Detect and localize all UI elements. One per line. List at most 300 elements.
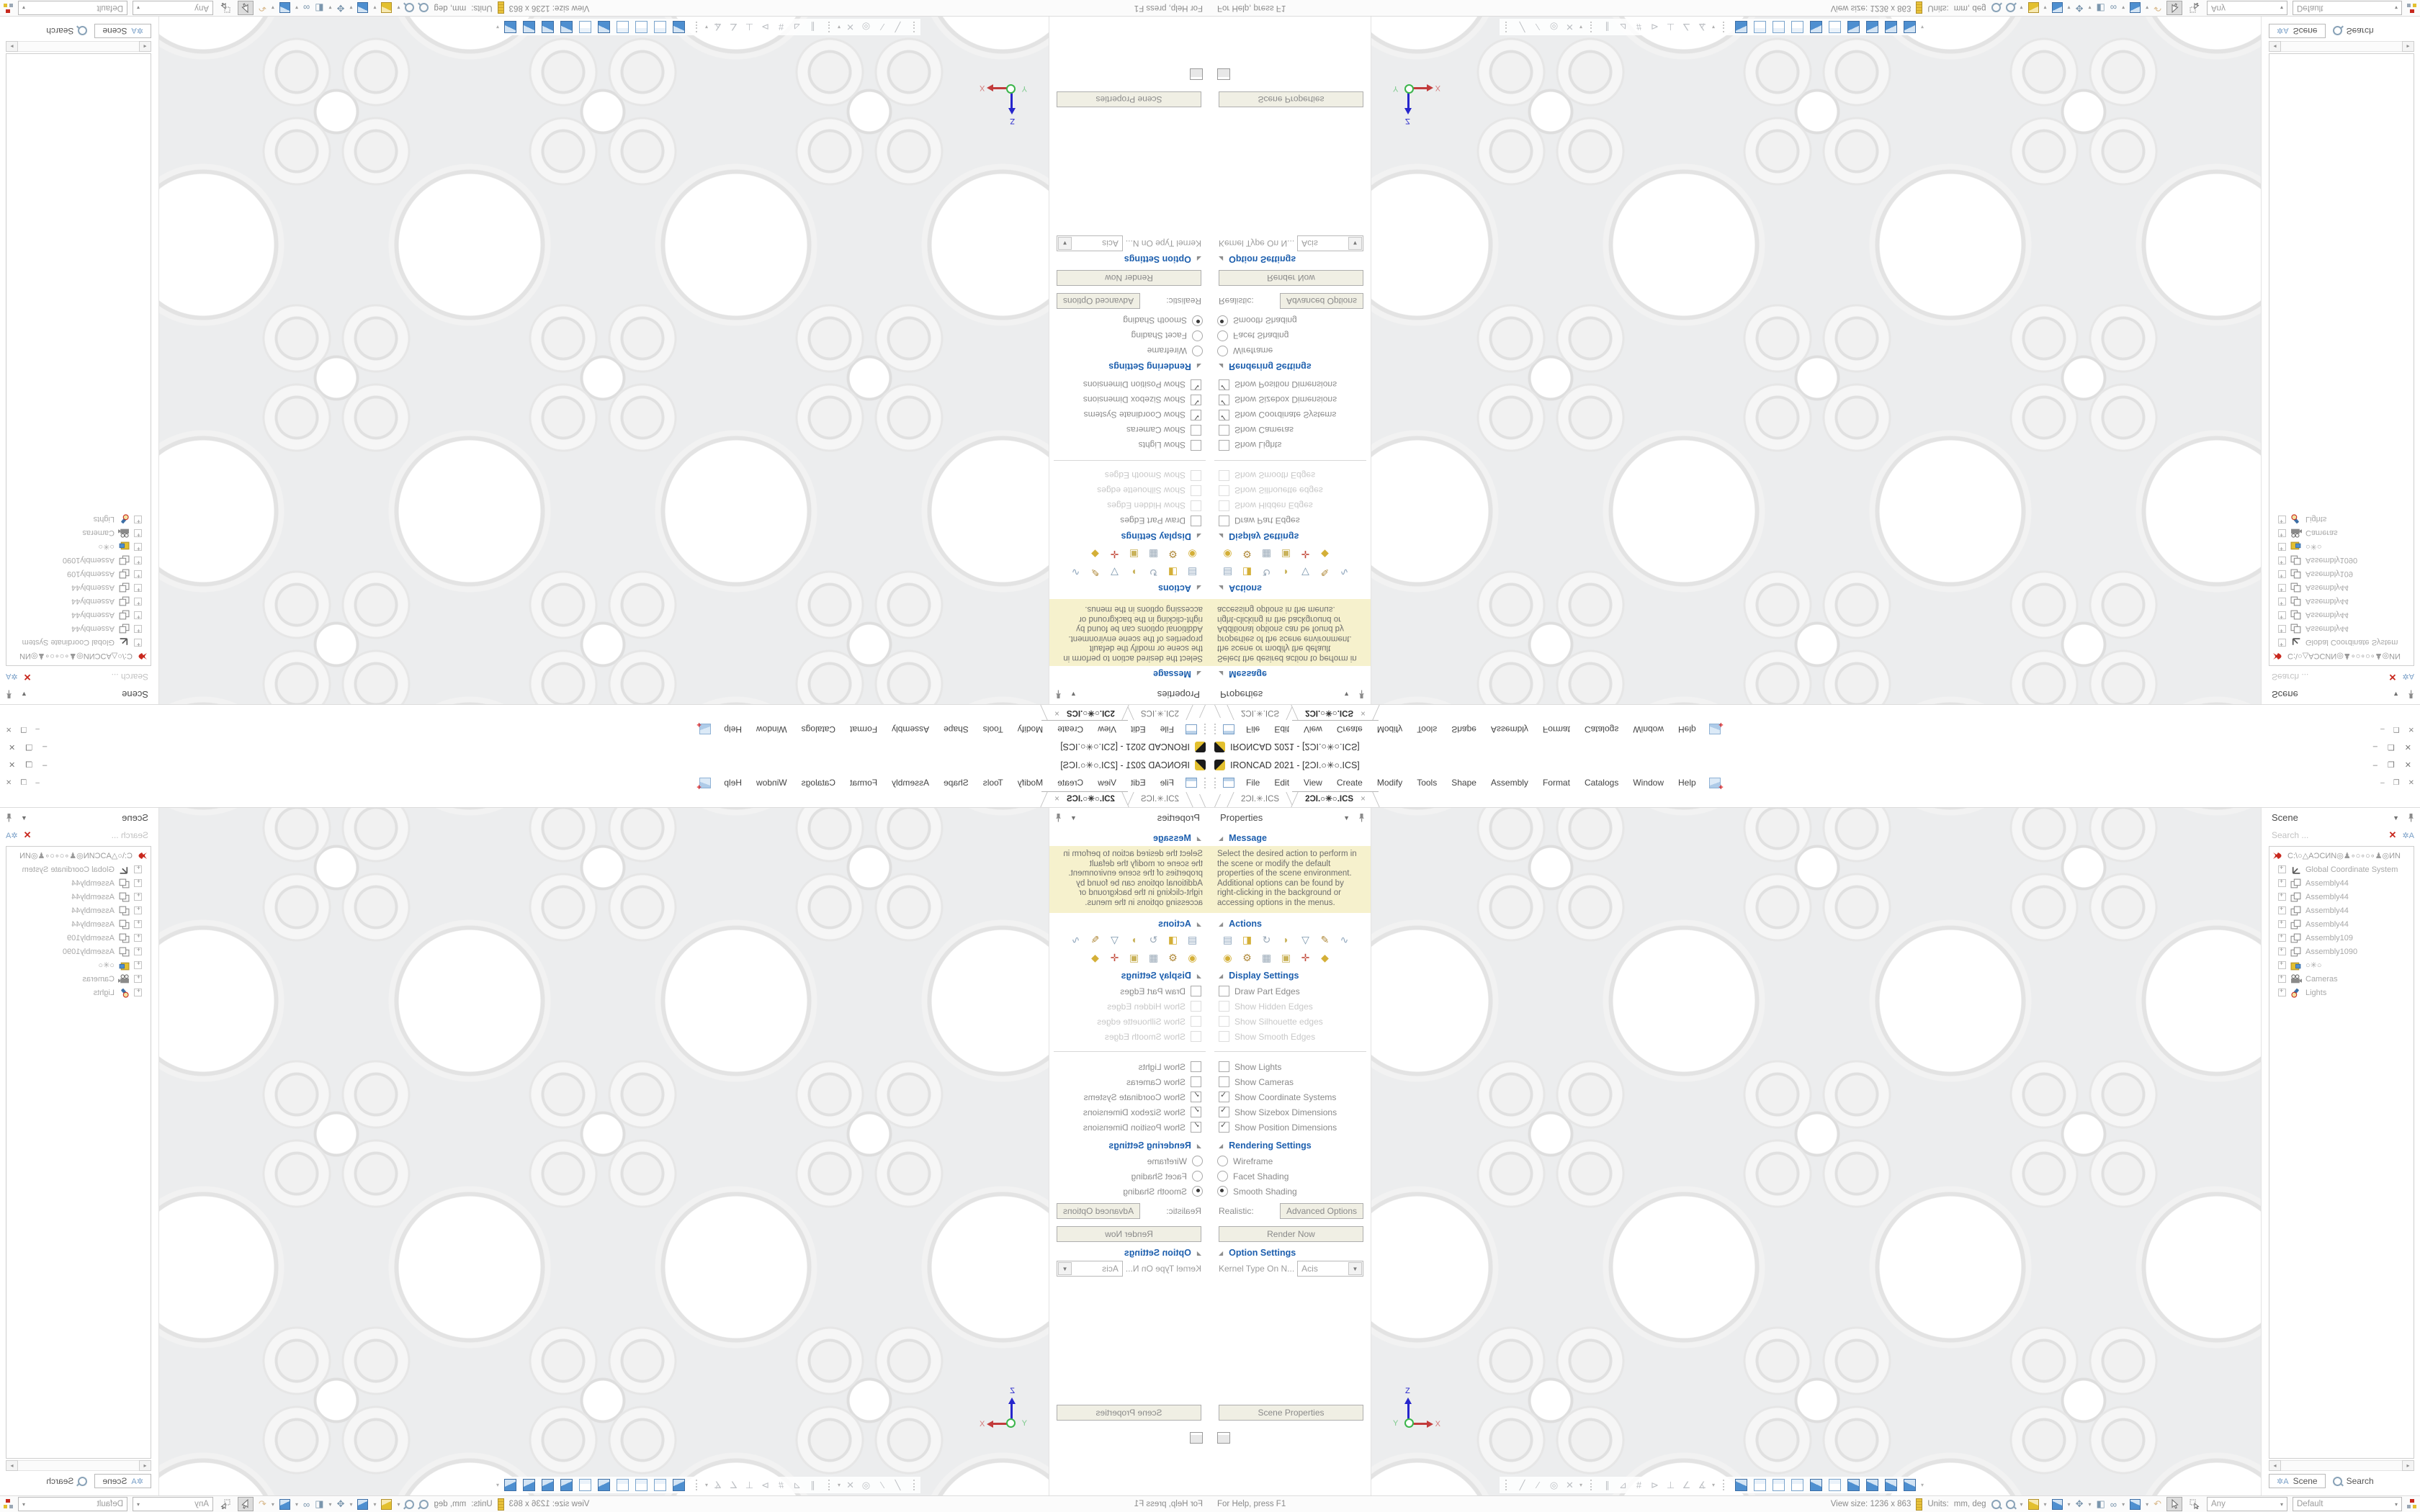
new-scene-cube-icon[interactable]: [1709, 778, 1721, 788]
combo-dropdown-icon[interactable]: ▾: [22, 1500, 26, 1508]
checkbox-show-smooth-edges[interactable]: Show Smooth Edges: [1219, 468, 1371, 483]
graph-icon[interactable]: ∿: [1071, 933, 1080, 945]
menu-file[interactable]: File: [1160, 778, 1174, 788]
menu-modify[interactable]: Modify: [1017, 724, 1044, 734]
pin-icon[interactable]: [1055, 813, 1062, 822]
expand-icon[interactable]: [2278, 570, 2286, 578]
render-now-button[interactable]: Render Now: [1219, 1226, 1363, 1242]
radio-facet-shading[interactable]: Facet Shading: [1217, 1169, 1371, 1184]
pin-icon[interactable]: [1055, 690, 1062, 699]
view-orientation-icon-2[interactable]: [1754, 1479, 1766, 1491]
shell-part-icon[interactable]: ▽: [1301, 567, 1309, 579]
menu-modify[interactable]: Modify: [1017, 778, 1044, 788]
view-orientation-icon-7[interactable]: [1847, 21, 1860, 33]
dropdown-icon[interactable]: ▾: [1712, 1482, 1716, 1488]
select-cursor-icon[interactable]: [238, 1497, 254, 1511]
tree-item-assembly109[interactable]: + Assembly109: [6, 931, 151, 945]
undo-view-icon[interactable]: ↶: [2154, 3, 2161, 14]
insert-part-icon[interactable]: ◉: [1223, 549, 1232, 561]
dimension-icon[interactable]: ⊥: [745, 1479, 754, 1490]
insert-part-icon[interactable]: ◉: [1223, 951, 1232, 963]
collapse-triangle-icon[interactable]: ◢: [1219, 920, 1224, 927]
kernel-type-combo[interactable]: Acis ▼: [1057, 235, 1123, 251]
menu-file[interactable]: File: [1246, 724, 1260, 734]
walk-camera-icon[interactable]: ✥: [2075, 3, 2084, 14]
toolbar-grip[interactable]: [693, 1480, 697, 1490]
perspective-icon[interactable]: ◧: [315, 1498, 324, 1509]
tab-scene[interactable]: ✲A Scene: [2269, 24, 2326, 38]
menu-help[interactable]: Help: [1678, 778, 1696, 788]
zoom-fit-icon[interactable]: [2006, 1500, 2015, 1509]
expand-icon[interactable]: [2278, 989, 2286, 996]
revolve-part-icon[interactable]: ↻: [1149, 933, 1158, 945]
extrude-part-icon[interactable]: ◨: [1168, 933, 1178, 945]
view-orientation-icon-10[interactable]: [504, 1479, 516, 1491]
expand-icon[interactable]: [2278, 543, 2286, 551]
line-icon[interactable]: ╱: [1519, 22, 1525, 33]
tree-item-assembly44[interactable]: + Assembly44: [6, 890, 151, 904]
tree-root-item[interactable]: [6, 849, 151, 863]
document-tab-2-active[interactable]: 2ƆI.○✳○.ICS×: [1041, 705, 1128, 721]
checkbox-show-hidden-edges[interactable]: Show Hidden Edges: [1049, 498, 1201, 513]
view-orientation-icon-10[interactable]: [1904, 21, 1916, 33]
extrude-part-icon[interactable]: ◨: [1242, 567, 1252, 579]
close-button[interactable]: ✕: [2404, 761, 2411, 770]
menu-window[interactable]: Window: [756, 778, 787, 788]
shaded-cube-icon[interactable]: [2052, 1499, 2063, 1510]
selection-filter-combo[interactable]: Any ▾: [133, 1, 213, 15]
minimize-button[interactable]: –: [2372, 760, 2378, 770]
shell-part-icon[interactable]: ▽: [1111, 567, 1119, 579]
render-style-icon[interactable]: [2028, 3, 2039, 14]
panel-menu-dropdown-icon[interactable]: ▼: [2393, 814, 2399, 822]
toolbar-grip[interactable]: [1590, 1480, 1595, 1490]
glasses-icon[interactable]: ∞: [2110, 2, 2118, 14]
view-orientation-icon-6[interactable]: [579, 21, 591, 33]
checkbox-show-lights[interactable]: Show Lights: [1049, 438, 1201, 453]
checkbox-show-silhouette-edges[interactable]: Show Silhouette edges: [1049, 483, 1201, 498]
menu-help[interactable]: Help: [1678, 724, 1696, 734]
view-orientation-icon-4[interactable]: [617, 1479, 629, 1491]
menu-catalogs[interactable]: Catalogs: [801, 724, 836, 734]
checkbox-show-cameras[interactable]: Show Cameras: [1219, 1074, 1371, 1089]
perspective-icon[interactable]: ◧: [315, 3, 324, 14]
checkbox-show-sizebox-dimensions[interactable]: ✓ Show Sizebox Dimensions: [1219, 1104, 1371, 1120]
sweep-part-icon[interactable]: ◗: [1131, 567, 1137, 578]
panel-menu-dropdown-icon[interactable]: ▼: [1343, 690, 1350, 698]
angle2-icon[interactable]: ∡: [713, 1479, 722, 1490]
select-cursor-icon[interactable]: [2166, 1, 2182, 15]
box-select-cursor-icon[interactable]: [218, 1, 233, 14]
undo-view-icon[interactable]: ↶: [259, 1498, 266, 1509]
ruler-icon[interactable]: [498, 1498, 504, 1511]
scene-search-box[interactable]: [6, 827, 148, 843]
dropdown-icon[interactable]: ▾: [2043, 4, 2047, 12]
mdi-restore-button[interactable]: ❐: [20, 725, 27, 734]
pattern-copies-icon[interactable]: ▣: [1281, 549, 1291, 561]
combo-dropdown-icon[interactable]: ▾: [2280, 1500, 2283, 1508]
restore-button[interactable]: ❐: [2387, 742, 2395, 751]
mdi-minimize-button[interactable]: –: [35, 725, 40, 734]
dropdown-icon[interactable]: ▾: [349, 1500, 353, 1508]
sweep-part-icon[interactable]: ◗: [1283, 567, 1289, 578]
dropdown-icon[interactable]: ▾: [349, 4, 353, 12]
tree-item-lights[interactable]: + Lights: [2269, 513, 2414, 526]
checkbox-draw-part-edges[interactable]: Draw Part Edges: [1049, 513, 1201, 528]
shaded-cube-icon[interactable]: [2052, 3, 2063, 14]
combo-dropdown-icon[interactable]: ▾: [2394, 1500, 2398, 1508]
polyline-icon[interactable]: ∕: [1537, 22, 1539, 32]
checkbox-show-smooth-edges[interactable]: Show Smooth Edges: [1049, 468, 1201, 483]
checkbox-show-hidden-edges[interactable]: Show Hidden Edges: [1049, 999, 1201, 1014]
toolbar-grip[interactable]: [693, 22, 697, 32]
menu-shape[interactable]: Shape: [944, 724, 969, 734]
toolbar-grip[interactable]: [1201, 778, 1206, 788]
expand-icon[interactable]: [2278, 893, 2286, 901]
collapse-triangle-icon[interactable]: ◢: [1219, 834, 1224, 842]
radio-wireframe[interactable]: Wireframe: [1049, 343, 1203, 359]
ruler-icon[interactable]: [1916, 1498, 1922, 1511]
tree-item-assembly1090[interactable]: + Assembly1090: [2269, 945, 2414, 958]
view-orientation-icon-5[interactable]: [598, 1479, 610, 1491]
radio-smooth-shading[interactable]: Smooth Shading: [1049, 1184, 1203, 1199]
edit-sketch-icon[interactable]: ✎: [1320, 567, 1330, 579]
menu-format[interactable]: Format: [850, 724, 878, 734]
scene-properties-button[interactable]: Scene Properties: [1219, 1405, 1363, 1421]
clear-search-icon[interactable]: ✕: [2388, 829, 2397, 840]
tree-item-global-coordinate-system[interactable]: + Global Coordinate System: [2269, 636, 2414, 649]
insert-part-icon[interactable]: ◉: [1188, 951, 1197, 963]
sweep-part-icon[interactable]: ◗: [1283, 934, 1289, 945]
checkbox-show-position-dimensions[interactable]: ✓ Show Position Dimensions: [1049, 1120, 1201, 1135]
toolbar-grip[interactable]: [1590, 22, 1595, 32]
tree-root-item[interactable]: [6, 649, 151, 663]
view-orientation-icon-10[interactable]: [504, 21, 516, 33]
view-cube-icon[interactable]: [279, 3, 290, 14]
search-input[interactable]: Search ...: [2272, 830, 2309, 840]
expand-icon[interactable]: [134, 948, 142, 955]
dropdown-icon[interactable]: ▾: [295, 4, 298, 12]
view-orientation-icon-9[interactable]: [523, 1479, 535, 1491]
scene-horizontal-scrollbar[interactable]: [2269, 1460, 2414, 1471]
glasses-icon[interactable]: ∞: [302, 2, 310, 14]
toolbar-grip[interactable]: [1214, 724, 1219, 735]
direction-icon[interactable]: ⊳: [761, 1479, 769, 1490]
menu-catalogs[interactable]: Catalogs: [801, 778, 836, 788]
minimized-panel-icon[interactable]: [1217, 68, 1371, 80]
checkbox-show-coordinate-systems[interactable]: ✓ Show Coordinate Systems: [1219, 408, 1371, 423]
mdi-minimize-button[interactable]: –: [35, 778, 40, 787]
minimized-panel-icon[interactable]: [1049, 68, 1203, 80]
grid-icon[interactable]: #: [1636, 22, 1642, 32]
tree-item-cameras[interactable]: + Cameras: [6, 526, 151, 540]
new-scene-cube-icon[interactable]: [699, 724, 711, 735]
dropdown-icon[interactable]: ▾: [1921, 24, 1924, 30]
radio-smooth-shading[interactable]: Smooth Shading: [1049, 313, 1203, 328]
mdi-minimize-button[interactable]: –: [2380, 778, 2385, 787]
assembly-structure-icon[interactable]: [2407, 1499, 2417, 1509]
minimized-panel-icon[interactable]: [1049, 1432, 1203, 1444]
ruler-icon[interactable]: [1916, 2, 1922, 14]
checkbox-show-coordinate-systems[interactable]: ✓ Show Coordinate Systems: [1219, 1089, 1371, 1104]
checkbox-show-cameras[interactable]: Show Cameras: [1049, 1074, 1201, 1089]
collapse-triangle-icon[interactable]: ◢: [1219, 972, 1224, 979]
dropdown-icon[interactable]: ▾: [2146, 4, 2149, 12]
tab-scene[interactable]: ✲A Scene: [94, 1474, 151, 1488]
menu-assembly[interactable]: Assembly: [1490, 778, 1528, 788]
tree-item-assembly44[interactable]: + Assembly44: [6, 876, 151, 890]
tree-item-global-coordinate-system[interactable]: + Global Coordinate System: [6, 863, 151, 876]
filter-icon[interactable]: ✲A: [2402, 831, 2414, 840]
circle-icon[interactable]: ◎: [1549, 22, 1559, 33]
view-orientation-icon-4[interactable]: [1791, 1479, 1803, 1491]
expand-icon[interactable]: [134, 529, 142, 537]
clear-search-icon[interactable]: ✕: [2388, 672, 2397, 683]
intersect-icon[interactable]: ✕: [1566, 1479, 1574, 1490]
scroll-left-icon[interactable]: ◂: [2269, 1460, 2281, 1471]
menu-edit[interactable]: Edit: [1130, 724, 1146, 734]
dropdown-icon[interactable]: ▾: [2088, 1500, 2092, 1508]
dropdown-icon[interactable]: ▾: [2088, 4, 2092, 12]
settings-gears-icon[interactable]: ⚙: [1242, 549, 1252, 561]
combo-dropdown-icon[interactable]: ▾: [137, 4, 140, 12]
tree-item-lights[interactable]: + Lights: [6, 986, 151, 999]
scroll-right-icon[interactable]: ▸: [2402, 1460, 2414, 1471]
dimension-icon[interactable]: ⊥: [1666, 1479, 1675, 1490]
filter-icon[interactable]: ✲A: [2402, 672, 2414, 681]
selection-filter-combo[interactable]: Any ▾: [2207, 1497, 2287, 1511]
collapse-triangle-icon[interactable]: ◢: [1196, 1142, 1201, 1149]
checkbox-show-lights[interactable]: Show Lights: [1219, 1059, 1371, 1074]
expand-icon[interactable]: [134, 975, 142, 983]
expand-icon[interactable]: [134, 543, 142, 551]
view-orientation-icon-5[interactable]: [1810, 21, 1822, 33]
expand-icon[interactable]: [134, 893, 142, 901]
scene-properties-button[interactable]: Scene Properties: [1219, 91, 1363, 107]
panel-menu-dropdown-icon[interactable]: ▼: [1070, 814, 1077, 822]
expand-icon[interactable]: [2278, 557, 2286, 564]
extrude-part-icon[interactable]: ◨: [1168, 567, 1178, 579]
tree-item-assembly1090[interactable]: + Assembly1090: [6, 945, 151, 958]
intersect-icon[interactable]: ✕: [846, 1479, 854, 1490]
expand-icon[interactable]: [134, 879, 142, 887]
tree-item-assembly109[interactable]: + Assembly109: [6, 567, 151, 581]
expand-icon[interactable]: [2278, 639, 2286, 647]
dropdown-icon[interactable]: ▾: [2067, 1500, 2071, 1508]
tree-item-assembly44[interactable]: + Assembly44: [2269, 581, 2414, 595]
box-select-cursor-icon[interactable]: [2187, 1498, 2202, 1511]
menu-format[interactable]: Format: [850, 778, 878, 788]
revolve-part-icon[interactable]: ↻: [1262, 933, 1271, 945]
checkbox-show-position-dimensions[interactable]: ✓ Show Position Dimensions: [1049, 377, 1201, 392]
zoom-fit-icon[interactable]: [405, 4, 414, 13]
grid-icon[interactable]: #: [778, 22, 784, 32]
menu-assembly[interactable]: Assembly: [1490, 724, 1528, 734]
dropdown-icon[interactable]: ▾: [328, 1500, 332, 1508]
box-select-cursor-icon[interactable]: [218, 1498, 233, 1511]
parallel-icon[interactable]: ∥: [810, 22, 815, 33]
dropdown-icon[interactable]: ▾: [373, 4, 377, 12]
move-part-icon[interactable]: ◆: [1091, 951, 1099, 963]
pattern-copies-icon[interactable]: ▣: [1129, 951, 1139, 963]
checkbox-show-silhouette-edges[interactable]: Show Silhouette edges: [1049, 1014, 1201, 1029]
dropdown-icon[interactable]: ▾: [837, 1482, 841, 1488]
collapse-triangle-icon[interactable]: ◢: [1219, 585, 1224, 592]
expand-icon[interactable]: [134, 598, 142, 606]
angle2-icon[interactable]: ∡: [1698, 22, 1707, 33]
view-orientation-icon-2[interactable]: [654, 1479, 666, 1491]
view-cube-icon[interactable]: [279, 1499, 290, 1510]
dropdown-icon[interactable]: ▾: [704, 24, 708, 30]
tree-item-cameras[interactable]: + Cameras: [6, 972, 151, 986]
tab-scene[interactable]: ✲A Scene: [94, 24, 151, 38]
view-orientation-icon-2[interactable]: [654, 21, 666, 33]
scroll-right-icon[interactable]: ▸: [6, 41, 18, 52]
tree-item-assembly44[interactable]: + Assembly44: [2269, 608, 2414, 622]
scrollbar-track[interactable]: [2281, 1460, 2402, 1471]
panel-menu-dropdown-icon[interactable]: ▼: [21, 814, 27, 822]
combo-dropdown-icon[interactable]: ▾: [2280, 4, 2283, 12]
assembly-structure-icon[interactable]: [3, 3, 13, 13]
radio-facet-shading[interactable]: Facet Shading: [1217, 328, 1371, 343]
dropdown-icon[interactable]: ▾: [1921, 1482, 1924, 1488]
checkbox-show-position-dimensions[interactable]: ✓ Show Position Dimensions: [1219, 377, 1371, 392]
zoom-window-icon[interactable]: [419, 1500, 429, 1509]
menu-modify[interactable]: Modify: [1376, 778, 1403, 788]
project-icon[interactable]: ⊿: [1619, 22, 1627, 33]
restore-button[interactable]: ❐: [25, 742, 33, 751]
dropdown-icon[interactable]: ▾: [2067, 4, 2071, 12]
combo-dropdown-icon[interactable]: ▼: [1348, 1262, 1362, 1275]
sheet-metal-icon[interactable]: ▦: [1148, 951, 1159, 963]
dropdown-icon[interactable]: ▾: [1579, 1482, 1583, 1488]
view-orientation-icon-5[interactable]: [1810, 1479, 1822, 1491]
mdi-close-button[interactable]: ✕: [6, 725, 12, 734]
collapse-triangle-icon[interactable]: ◢: [1219, 670, 1224, 678]
settings-gears-icon[interactable]: ⚙: [1168, 549, 1178, 561]
polyline-icon[interactable]: ∕: [881, 1480, 883, 1490]
scrollbar-track[interactable]: [18, 41, 139, 52]
expand-icon[interactable]: [134, 920, 142, 928]
view-orientation-icon-8[interactable]: [542, 21, 554, 33]
menu-window[interactable]: Window: [756, 724, 787, 734]
triad-icon[interactable]: ✛: [1301, 951, 1310, 963]
scene-horizontal-scrollbar[interactable]: [6, 1460, 151, 1471]
move-part-icon[interactable]: ◆: [1321, 549, 1329, 561]
document-tab-1[interactable]: 2ƆI.✳.ICS: [1228, 705, 1292, 720]
pin-icon[interactable]: [1358, 690, 1365, 699]
tree-item-lights[interactable]: + Lights: [2269, 986, 2414, 999]
scene-viewport[interactable]: [159, 808, 1049, 1495]
mdi-close-button[interactable]: ✕: [2408, 725, 2414, 734]
menu-shape[interactable]: Shape: [944, 778, 969, 788]
toolbar-grip[interactable]: [1723, 1480, 1727, 1490]
collapse-triangle-icon[interactable]: ◢: [1196, 1249, 1201, 1256]
menu-view[interactable]: View: [1304, 724, 1322, 734]
scene-horizontal-scrollbar[interactable]: [6, 41, 151, 52]
zoom-window-icon[interactable]: [1991, 4, 2001, 13]
render-now-button[interactable]: Render Now: [1057, 1226, 1201, 1242]
document-tab-2-active[interactable]: 2ƆI.○✳○.ICS×: [1041, 791, 1128, 807]
scene-search-box[interactable]: [2272, 827, 2414, 843]
view-orientation-icon-8[interactable]: [1866, 21, 1878, 33]
checkbox-show-coordinate-systems[interactable]: ✓ Show Coordinate Systems: [1049, 408, 1201, 423]
menu-shape[interactable]: Shape: [1451, 778, 1476, 788]
undo-view-icon[interactable]: ↶: [259, 3, 266, 14]
zoom-window-icon[interactable]: [1991, 1500, 2001, 1509]
menu-help[interactable]: Help: [724, 778, 742, 788]
selection-filter-combo[interactable]: Any ▾: [133, 1497, 213, 1511]
mdi-close-button[interactable]: ✕: [6, 778, 12, 787]
collapse-triangle-icon[interactable]: ◢: [1196, 920, 1201, 927]
clear-search-icon[interactable]: ✕: [23, 672, 32, 683]
menu-modify[interactable]: Modify: [1376, 724, 1403, 734]
parallel-icon[interactable]: ∥: [1605, 1479, 1610, 1490]
triad-icon[interactable]: ✛: [1110, 951, 1119, 963]
move-part-icon[interactable]: ◆: [1321, 951, 1329, 963]
dropdown-icon[interactable]: ▾: [1712, 24, 1716, 30]
view-orientation-icon-3[interactable]: [635, 21, 647, 33]
document-tab-1[interactable]: 2ƆI.✳.ICS: [1128, 705, 1192, 720]
expand-icon[interactable]: [2278, 879, 2286, 887]
expand-icon[interactable]: [2278, 961, 2286, 969]
expand-icon[interactable]: [2278, 906, 2286, 914]
tree-item-assembly109[interactable]: + Assembly109: [2269, 931, 2414, 945]
mdi-restore-button[interactable]: ❐: [20, 778, 27, 787]
configuration-combo[interactable]: Default ▾: [2293, 1497, 2402, 1511]
radio-facet-shading[interactable]: Facet Shading: [1049, 328, 1203, 343]
view-orientation-icon-6[interactable]: [579, 1479, 591, 1491]
direction-icon[interactable]: ⊳: [1651, 22, 1659, 33]
expand-icon[interactable]: [134, 516, 142, 523]
view-orientation-icon-8[interactable]: [1866, 1479, 1878, 1491]
sheet-metal-icon[interactable]: ▦: [1261, 951, 1272, 963]
tree-item-assembly44[interactable]: + Assembly44: [2269, 917, 2414, 931]
menu-tools[interactable]: Tools: [1417, 724, 1438, 734]
checkbox-show-sizebox-dimensions[interactable]: ✓ Show Sizebox Dimensions: [1219, 392, 1371, 408]
grid-icon[interactable]: #: [778, 1480, 784, 1490]
dropdown-icon[interactable]: ▾: [271, 4, 274, 12]
radio-wireframe[interactable]: Wireframe: [1217, 1153, 1371, 1169]
checkbox-draw-part-edges[interactable]: Draw Part Edges: [1219, 513, 1371, 528]
pin-icon[interactable]: [6, 813, 12, 822]
checkbox-show-lights[interactable]: Show Lights: [1219, 438, 1371, 453]
view-orientation-icon-4[interactable]: [1791, 21, 1803, 33]
advanced-options-button[interactable]: Advanced Options: [1280, 293, 1363, 309]
mdi-close-button[interactable]: ✕: [2408, 778, 2414, 787]
checkbox-show-sizebox-dimensions[interactable]: ✓ Show Sizebox Dimensions: [1049, 1104, 1201, 1120]
view-orientation-icon-4[interactable]: [617, 21, 629, 33]
menu-catalogs[interactable]: Catalogs: [1584, 778, 1619, 788]
dropdown-icon[interactable]: ▾: [295, 1500, 298, 1508]
menu-view[interactable]: View: [1304, 778, 1322, 788]
triad-icon[interactable]: ✛: [1110, 549, 1119, 561]
perspective-icon[interactable]: ◧: [2096, 1498, 2105, 1509]
circle-icon[interactable]: ◎: [1549, 1479, 1559, 1490]
tab-close-icon[interactable]: ×: [1361, 795, 1366, 804]
radio-smooth-shading[interactable]: Smooth Shading: [1217, 1184, 1371, 1199]
scene-viewport[interactable]: [159, 17, 1049, 704]
view-orientation-icon-7[interactable]: [560, 21, 573, 33]
menu-format[interactable]: Format: [1542, 778, 1570, 788]
tree-item-active-assembly[interactable]: + ○✳○: [2269, 958, 2414, 972]
tab-close-icon[interactable]: ×: [1054, 708, 1059, 717]
checkbox-show-silhouette-edges[interactable]: Show Silhouette edges: [1219, 483, 1371, 498]
grid-icon[interactable]: #: [1636, 1480, 1642, 1490]
checkbox-show-sizebox-dimensions[interactable]: ✓ Show Sizebox Dimensions: [1049, 392, 1201, 408]
direction-icon[interactable]: ⊳: [761, 22, 769, 33]
walk-camera-icon[interactable]: ✥: [2075, 1498, 2084, 1509]
